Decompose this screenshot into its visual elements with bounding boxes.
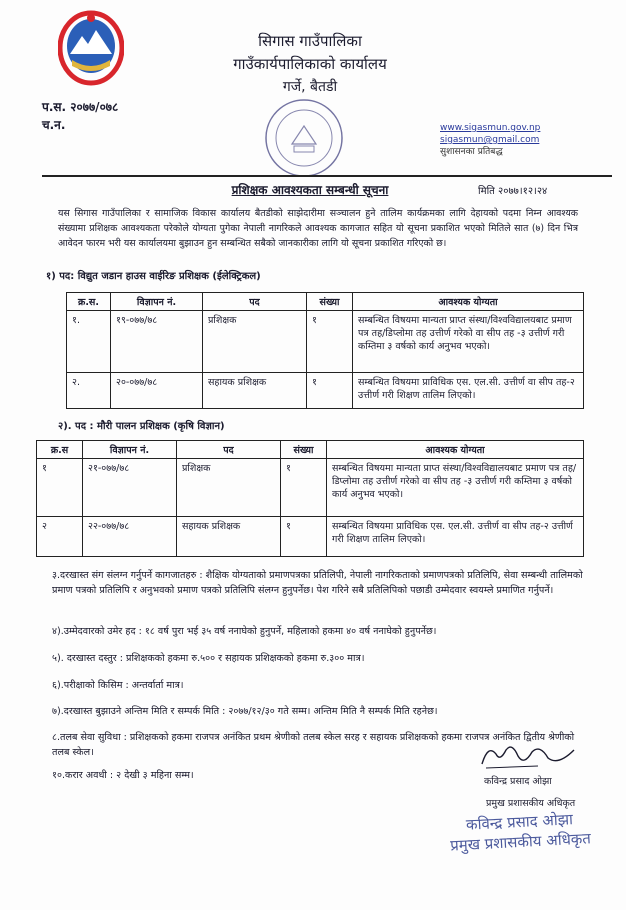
table-cell: २०-०७७/७८ xyxy=(111,373,203,409)
email-link[interactable]: sigasmun@gmail.com xyxy=(440,135,540,145)
intro-paragraph: यस सिगास गाउँपालिका र सामाजिक विकास कार्यालय बैतडीको साझेदारीमा सञ्चालन हुने तालिम कार्यक्रमका लागि देहायको पदमा निम्न आवश्यक संख्यामा प्रशिक्षक आवश्यकता परेकोले योग्यता पुगेका नेपाली नागरिकले आवश्यक कागजात सहित यो सूचना प्रकाशित भएको मितिले सात (७) दिन भित्र आवेदन फारम भरी यस कार्यालयमा बुझाउन हुन सम्बन्धित सबैको जानकारीका लागि यो सूचना प्रकाशित गरिएको छ। xyxy=(58,208,578,249)
table-row xyxy=(67,373,584,409)
column-header: विज्ञापन नं. xyxy=(111,293,203,311)
table-cell: १ xyxy=(281,517,327,557)
documents-paragraph: ३.दरखास्त संग संलग्न गर्नुपर्ने कागजातहरु : शैक्षिक योग्यताको प्रमाणपत्रका प्रतिलिपी, नेपाली नागरिकताको प्रमाणपत्रको प्रतिलिपि, सेवा सम्बन्धी तालिमको प्रमाण पत्रको प्रतिलिपि र अनुभवको प्रमाण पत्रको प्रतिलिपि संलग्न हुनुपर्नेछ। पेश गरिने सबै प्रतिलिपिको पछाडी उम्मेदवार स्वयम्ले प्रमाणित गर्नुपर्ने। xyxy=(52,570,583,596)
table-cell: सहायक प्रशिक्षक xyxy=(203,373,307,409)
column-header: विज्ञापन नं. xyxy=(83,441,177,459)
table-cell: २१-०७७/७८ xyxy=(83,459,177,517)
section2-heading: २). पद : मौरी पालन प्रशिक्षक (कृषि विज्ञान) xyxy=(58,421,225,432)
table-cell: प्रशिक्षक xyxy=(203,311,307,373)
table-cell: १ xyxy=(281,459,327,517)
table-row xyxy=(37,459,584,517)
column-header: संख्या xyxy=(281,441,327,459)
dispatch-number: च.न. xyxy=(42,118,66,132)
table-cell: १ xyxy=(37,459,83,517)
salary-paragraph: ८.तलब सेवा सुविधा : प्रशिक्षकको हकमा राजपत्र अनंकित प्रथम श्रेणीको तलब स्केल सरह र सहायक प्रशिक्षकको हकमा राजपत्र अनंकित द्वितीय श्रेणीको तलब स्केल। xyxy=(52,732,575,758)
column-header: आवश्यक योग्यता xyxy=(353,293,584,311)
signature-icon xyxy=(478,740,578,772)
notice-title: प्रशिक्षक आवश्यकता सम्बन्धी सूचना xyxy=(231,183,389,197)
contract-period-paragraph: १०.करार अवधी : २ देखी ३ महिना सम्म। xyxy=(52,770,194,781)
stamp-name: कविन्द्र प्रसाद ओझा xyxy=(465,810,574,834)
motto-text: सुशासनका प्रतिबद्ध xyxy=(440,147,503,157)
table-cell: सम्बन्धित विषयमा मान्यता प्राप्त संस्था/विश्वविद्यालयबाट प्रमाण पत्र तह/डिप्लोमा तह उत्तीर्ण गरेको वा सीप तह -३ उत्तीर्ण गरी कम्तिमा ३ वर्षको कार्य अनुभव भएको। xyxy=(327,459,584,517)
signatory-title: प्रमुख प्रशासकीय अधिकृत xyxy=(486,798,576,809)
contact-block xyxy=(440,122,540,158)
section2-table xyxy=(36,440,584,557)
exam-type-paragraph: ६).परीक्षाको किसिम : अन्तर्वार्ता मात्र। xyxy=(52,680,184,691)
age-limit-paragraph: ४).उम्मेदवारको उमेर हद : १८ वर्ष पुरा भई ३५ वर्ष ननाघेको हुनुपर्ने, महिलाको हकमा ४० वर्ष ननाघेको हुनुपर्नेछ। xyxy=(52,626,437,637)
column-header: आवश्यक योग्यता xyxy=(327,441,584,459)
deadline-paragraph: ७).दरखास्त बुझाउने अन्तिम मिति र सम्पर्क मिति : २०७७/१२/३० गते सम्म। अन्तिम मिति नै सम्पर्क मिति रहनेछ। xyxy=(52,706,438,717)
signature-stamp xyxy=(439,808,601,856)
government-emblem-icon xyxy=(58,10,124,86)
table-cell: १ xyxy=(307,311,353,373)
column-header: क्र.स xyxy=(37,441,83,459)
column-header: पद xyxy=(203,293,307,311)
column-header: पद xyxy=(177,441,281,459)
table-cell: सम्बन्धित विषयमा प्राविधिक एस. एल.सी. उत्तीर्ण वा सीप तह-२ उत्तीर्ण गरी शिक्षण तालिम लिएको। xyxy=(353,373,584,409)
office-seal-icon xyxy=(262,96,346,180)
stamp-title: प्रमुख प्रशासकीय अधिकृत xyxy=(449,829,592,855)
office-name: गाउँकार्यपालिकाको कार्यालय xyxy=(233,55,387,73)
table-row xyxy=(67,311,584,373)
website-link[interactable]: www.sigasmun.gov.np xyxy=(440,123,541,133)
table-cell: सम्बन्धित विषयमा प्राविधिक एस. एल.सी. उत्तीर्ण वा सीप तह-२ उत्तीर्ण गरी शिक्षण तालिम लिएको। xyxy=(327,517,584,557)
table-cell: १९-०७७/७८ xyxy=(111,311,203,373)
municipality-name: सिगास गाउँपालिका xyxy=(258,32,362,50)
column-header: संख्या xyxy=(307,293,353,311)
table-cell: सम्बन्धित विषयमा मान्यता प्राप्त संस्था/विश्वविद्यालयबाट प्रमाण पत्र तह/डिप्लोमा तह उत्तीर्ण गरेको वा सीप तह -३ उत्तीर्ण गरी कम्तिमा ३ वर्षको कार्य अनुभव भएको। xyxy=(353,311,584,373)
table-header-row xyxy=(37,441,584,459)
section1-heading: १) पद: विद्युत जडान हाउस वाईरिङ प्रशिक्षक (ईलेक्ट्रिकल) xyxy=(46,271,261,282)
notice-date: मिति २०७७।१२।२४ xyxy=(478,186,548,197)
reference-number: प.स. २०७७/०७८ xyxy=(42,100,119,114)
table-cell: सहायक प्रशिक्षक xyxy=(177,517,281,557)
reference-block xyxy=(42,98,118,134)
table-cell: १ xyxy=(307,373,353,409)
table-cell: २ xyxy=(37,517,83,557)
office-address: गर्जे, बैतडी xyxy=(282,79,338,95)
table-cell: १. xyxy=(67,311,111,373)
column-header: क्र.स. xyxy=(67,293,111,311)
office-title xyxy=(190,30,430,99)
header-divider xyxy=(42,175,612,177)
table-row xyxy=(37,517,584,557)
signatory-name: कविन्द्र प्रसाद ओझा xyxy=(484,776,552,787)
table-cell: २. xyxy=(67,373,111,409)
section1-table xyxy=(66,292,584,409)
fee-paragraph: ५). दरखास्त दस्तुर : प्रशिक्षकको हकमा रु.५०० र सहायक प्रशिक्षकको हकमा रु.३०० मात्र। xyxy=(52,653,365,664)
table-cell: २२-०७७/७८ xyxy=(83,517,177,557)
table-header-row xyxy=(67,293,584,311)
table-cell: प्रशिक्षक xyxy=(177,459,281,517)
